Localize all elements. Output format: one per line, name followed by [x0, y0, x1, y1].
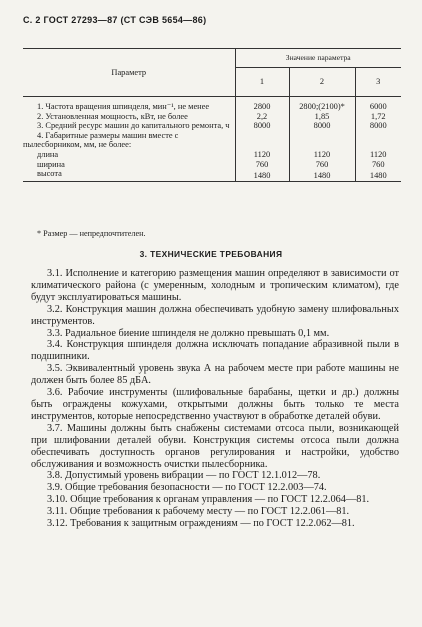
- table-param-header: Параметр: [23, 49, 235, 97]
- row-value: 2,2: [235, 112, 289, 122]
- row-value: 1480: [235, 169, 289, 181]
- row-label: 1. Частота вращения шпинделя, мин⁻¹, не менее: [37, 102, 210, 111]
- row-value: 1480: [289, 169, 355, 181]
- row-label: длина: [37, 149, 59, 159]
- table-group-header: Значение параметра: [235, 49, 401, 68]
- row-value: [235, 131, 289, 150]
- row-label: 2. Установленная мощность, кВт, не более: [37, 111, 188, 121]
- table-row: [23, 169, 401, 181]
- row-value: 1,85: [289, 112, 355, 122]
- paragraph: 3.8. Допустимый уровень вибрации — по ГОСТ 12.1.012—78.: [47, 470, 321, 482]
- row-value: 760: [355, 160, 401, 170]
- table-row: [23, 160, 401, 170]
- paragraph: 3.10. Общие требования к органам управления — по ГОСТ 12.2.064—81.: [47, 494, 370, 506]
- row-value: 1,72: [355, 112, 401, 122]
- row-value: 2800: [235, 102, 289, 112]
- row-label: высота: [37, 169, 62, 179]
- table-row: [23, 112, 401, 122]
- table-col-number: 1: [235, 68, 289, 97]
- row-value: [355, 131, 401, 150]
- table-col-number: 2: [289, 68, 355, 97]
- paragraph: 3.6. Рабочие инструменты (шлифовальные барабаны, щетки и др.) должны быть ограждены кожухами, открытыми должны быть только те места инструментов, которые непосредственно участвуют в обработке деталей обуви.: [31, 387, 399, 422]
- row-value: 1120: [235, 150, 289, 160]
- table-row: [23, 131, 401, 150]
- row-value: 1120: [289, 150, 355, 160]
- row-value: 1480: [355, 169, 401, 181]
- table-row: [23, 121, 401, 131]
- row-value: 8000: [355, 121, 401, 131]
- row-value: 8000: [289, 121, 355, 131]
- row-value: 1120: [355, 150, 401, 160]
- row-value: 8000: [235, 121, 289, 131]
- row-value: 760: [235, 160, 289, 170]
- row-label: 4. Габаритные размеры машин вместе с пылесборником, мм, не более:: [23, 130, 179, 150]
- row-value: [289, 131, 355, 150]
- paragraph: 3.2. Конструкция машин должна обеспечивать удобную замену шлифовальных инструментов.: [31, 303, 399, 327]
- paragraph: 3.5. Эквивалентный уровень звука А на рабочем месте при работе машины не должен быть более 85 дБА.: [31, 363, 399, 387]
- row-value: 760: [289, 160, 355, 170]
- paragraph: 3.7. Машины должны быть снабжены системами отсоса пыли, возникающей при шлифовании деталей обуви. Конструкция системы отсоса пыли должна обеспечивать доступность органов регулирования и настройки, удобство обслуживания и возможность очистки пылесборника.: [31, 422, 399, 470]
- table-col-number: 3: [355, 68, 401, 97]
- table-footnote: * Размер — непредпочтителен.: [37, 229, 146, 238]
- paragraph: 3.12. Требования к защитным ограждениям — по ГОСТ 12.2.062—81.: [47, 518, 355, 530]
- section-title: 3. ТЕХНИЧЕСКИЕ ТРЕБОВАНИЯ: [139, 249, 283, 259]
- paragraph: 3.3. Радиальное биение шпинделя не должно превышать 0,1 мм.: [47, 327, 330, 339]
- paragraph: 3.11. Общие требования к рабочему месту — по ГОСТ 12.2.061—81.: [47, 506, 350, 518]
- table-row: [23, 150, 401, 160]
- paragraph: 3.4. Конструкция шпинделя должна исключать попадание абразивной пыли в подшипники.: [31, 339, 399, 363]
- paragraph: 3.1. Исполнение и категорию размещения машин определяют в зависимости от климатического района (с умеренным, холодным и тропическим климатом), где будут эксплуатироваться машины.: [31, 268, 399, 303]
- row-value: 6000: [355, 102, 401, 112]
- page-header: С. 2 ГОСТ 27293—87 (СТ СЭВ 5654—86): [23, 15, 207, 25]
- row-label: 3. Средний ресурс машин до капитального ремонта, ч: [37, 121, 230, 131]
- row-label: ширина: [37, 159, 65, 169]
- section-body: [31, 268, 399, 530]
- table-row: [23, 102, 401, 112]
- row-value: 2800;(2100)*: [289, 102, 355, 112]
- paragraph: 3.9. Общие требования безопасности — по ГОСТ 12.2.003—74.: [47, 482, 327, 494]
- parameters-table: [23, 48, 401, 182]
